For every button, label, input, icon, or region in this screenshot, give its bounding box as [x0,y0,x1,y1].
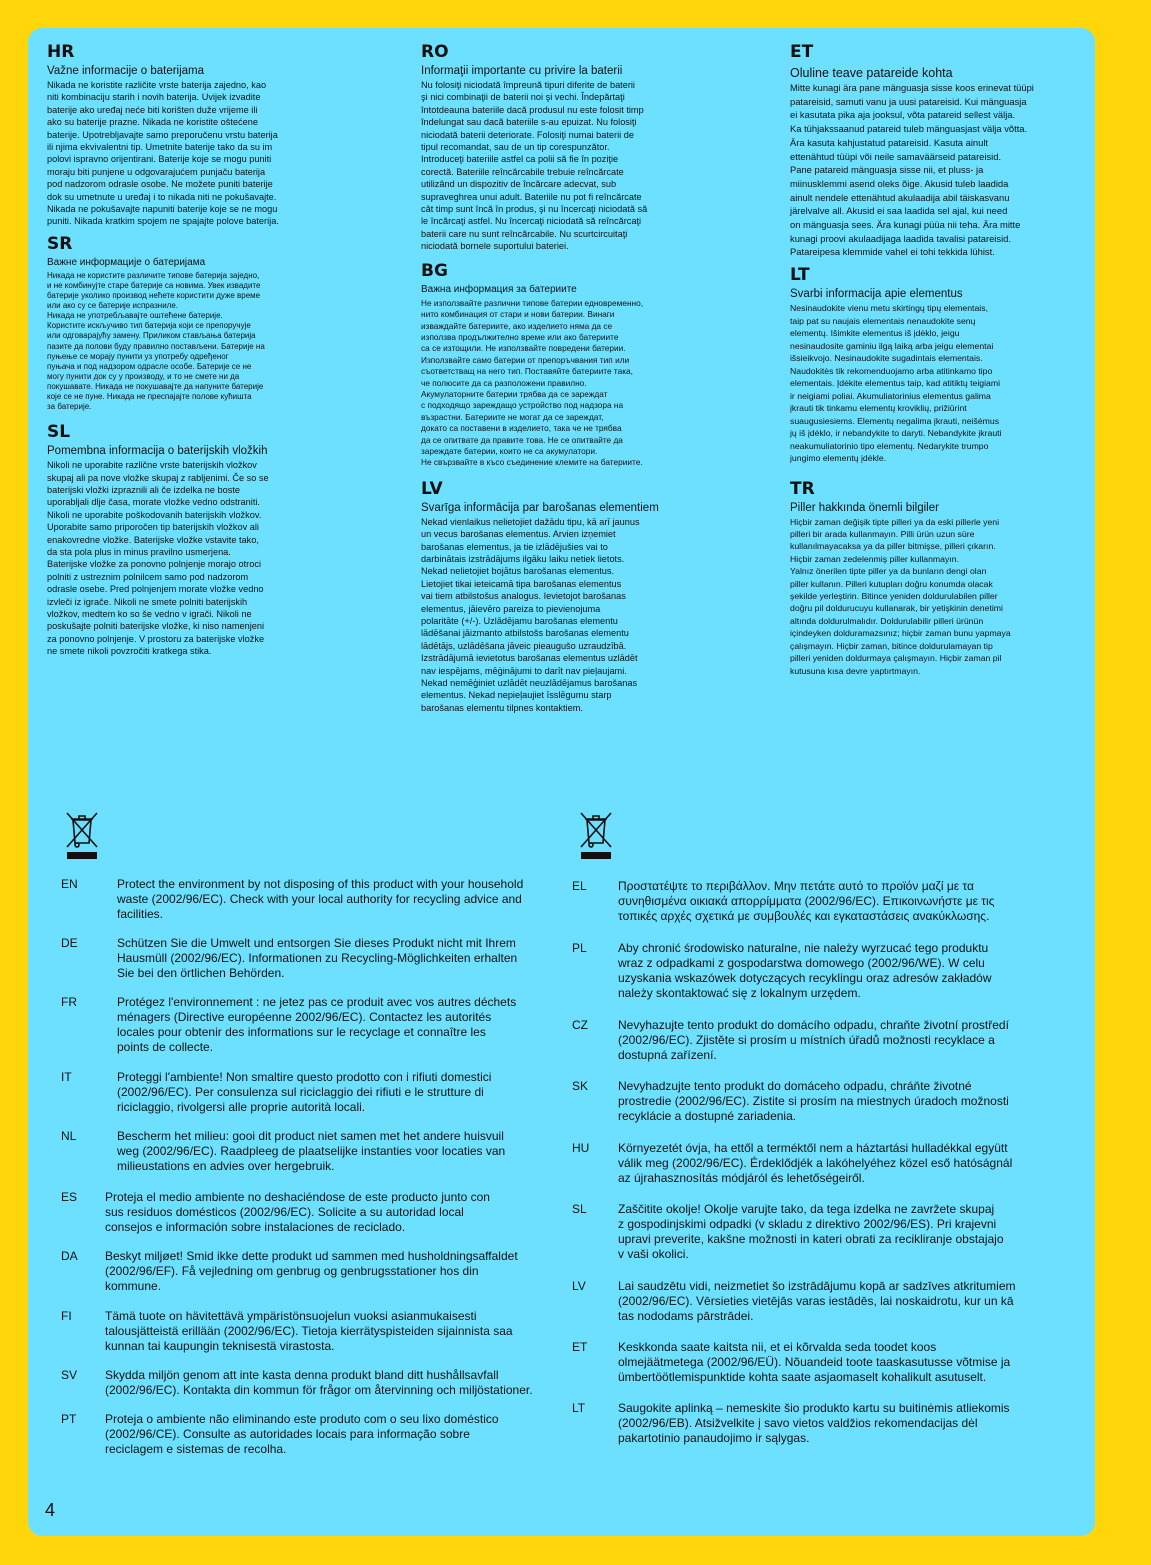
battery-section-ro [421,42,751,253]
weee-text: Skydda miljön genom att inte kasta denna produkt bland ditt hushållsavfall (2002/96/EC). Kontakta din kommun för frågor om återvinning och miljöstationer. [105,1368,533,1397]
weee-text: Protégez l'environnement : ne jetez pas ce produit avec vos autres déchets ménagers (Directive européenne 2002/96/EC). Contactez les autorités locales pour obtenir des informations sur le recyclage et connaître les points de collecte. [117,995,517,1054]
weee-item-es [61,1190,490,1235]
weee-text: Környezetét óvja, ha ettől a terméktől nem a háztartási hulladékkal együtt válik meg (2002/96/EC). Érdeklődjék a lakóhelyéhez közel eső hatóságnál az újrahasznosítás módjáról és lehetőségeiről. [618,1141,1013,1185]
language-code: SL [47,422,71,443]
crossed-bin-icon [64,810,100,860]
section-body: Hiçbir zaman değişik tipte pilleri ya da eski pillerle yeni pilleri bir arada kullanmayın. Pilli ürün uzun süre kullanılmayacaksa ya da piller bitmişse, pilleri çıkarın. Hiçbir zaman zedelenmiş piller kullanmayın. Yalnız önerilen tipte piller ya da bunların dengi olan piller kullanın. Pilleri kutupları doğru konumda olacak şekilde yerleştirin. Bitince yeniden doldurulabilen piller doğru pil doldurucuyu kullanarak, bir yetişkinin denetimi altında doldurulmalıdır. Doldurulabilir pilleri ürünün içindeyken dolduramazsınız; hiçbir zaman bunu yapmaya çalışmayın. Hiçbir zaman, bitince doldurulamayan tip pilleri yeniden doldurmaya çalışmayın. Hiçbir zaman pil kutusuna kısa devre yaptırtmayın. [790,516,1011,676]
language-code: BG [421,260,448,281]
language-code: ET [790,42,814,62]
section-title: Svarīga informācija par barošanas elementiem [421,501,659,514]
battery-section-tr [790,479,1080,677]
weee-item-sk [572,1079,1009,1124]
weee-text: Aby chronić środowisko naturalne, nie należy wyrzucać tego produktu wraz z odpadkami z gospodarstwa domowego (2002/96/WE). W celu uzyskania wskazówek dotyczących recyklingu oraz adresów zakładów należy skontaktować się z lokalnym urzędem. [618,941,992,1000]
crossed-bin-icon [578,810,614,860]
language-code: LT [572,1401,586,1415]
battery-section-bg [421,261,751,469]
language-code: PL [572,941,587,955]
weee-item-it [61,1070,491,1115]
weee-text: Tämä tuote on hävitettävä ympäristönsuojelun vuoksi asianmukaisesti talousjätteistä erillään (2002/96/EC). Tietoja kierrätyspisteiden sijainnista saa kunnan tai kaupungin teknisestä virastosta. [105,1309,513,1353]
section-title: Oluline teave patareide kohta [790,66,953,80]
battery-section-sl [47,422,367,658]
weee-text: Προστατέψτε το περιβάλλον. Μην πετάτε αυτό το προϊόν μαζί με τα συνηθισμένα οικιακά απορρίμματα (2002/96/EC). Επικοινωνήστε με τις τοπικές αρχές σχετικά με συμβουλές και εγκαταστάσεις ανακύκλωσης. [618,879,995,923]
weee-item-nl [61,1129,505,1174]
battery-section-hr [47,42,367,228]
language-code: SV [61,1368,78,1382]
weee-text: Nevyhadzujte tento produkt do domáceho odpadu, chráňte životné prostredie (2002/96/EC). Zistite si prosím na miestnych úradoch možnosti recyklácie a dostupné zariadenia. [618,1079,1009,1123]
language-code: TR [790,478,815,499]
weee-text: Proteja o ambiente não eliminando este produto com o seu lixo doméstico (2002/96/CE). Consulte as autoridades locais para informação sobre reciclagem e sistemas de recolha. [105,1412,499,1456]
language-code: LV [572,1279,586,1293]
battery-section-et [790,42,1080,259]
weee-item-en [61,877,523,922]
language-code: PT [61,1412,77,1426]
weee-text: Proteja el medio ambiente no deshaciéndose de este producto junto con sus residuos domésticos (2002/96/EC). Solicite a su autoridad local consejos e información sobre instalaciones de reciclado. [105,1190,490,1234]
weee-item-lv [572,1279,1016,1324]
language-code: HU [572,1141,590,1155]
section-body: Nikoli ne uporabite različne vrste baterijskih vložkov skupaj ali pa nove vložke skupaj z rabljenimi. Če so se baterijski vložki izpraznili ali če izdelka ne boste uporabljali dlje časa, morate vložke vedno odstraniti. Nikoli ne uporabite poškodovanih baterijskih vložkov. Uporabite samo priporočen tip baterijskih vložkov ali enakovredne vložke. Baterijske vložke vstavite tako, da sta pola plus in minus pravilno usmerjena. Baterijske vložke za ponovno polnjenje morajo otroci polniti z ustreznim polnilcem samo pod nadzorom odrasle osebe. Pred polnjenjem morate vložke vedno izvleči iz igrače. Nikoli ne smete polniti baterijskih vložkov, medtem ko so še vedno v igrači. Nikoli ne poskušajte polniti baterijske vložke, ki niso namenjeni za ponovno polnjenje. V prostoru za baterijske vložke ne smete nikoli povzročiti kratkega stika. [47,460,269,657]
battery-column-3 [790,42,1080,683]
section-title: Svarbi informacija apie elementus [790,288,963,301]
weee-item-de [61,936,517,981]
language-code: LV [421,478,443,499]
weee-item-sv [61,1368,533,1398]
weee-item-lt [572,1401,1010,1446]
section-body: Не използвайте различни типове батерии едновременно, нито комбинация от стари и нови батерии. Винаги изваждайте батериите, ако изделието няма да се използва продължително време или ако батериите са се изтощили. Не използвайте повредени батерии. Използвайте само батерии от препоръчвания тип или съответстващ на него тип. Поставяйте батериите така, че полюсите да са разположени правилно. Акумулаторните батерии трябва да се зареждат с подходящо зареждащо устройство под надзора на възрастни. Батериите не могат да се зареждат, докато са поставени в изделието, така че не трябва да се опитвате да правите това. Не се опитвайте да зареждате батерии, които не са акумулатори. Не свързвайте в късо съединение клемите на батериите. [421,297,644,468]
language-code: CZ [572,1018,588,1032]
language-code: RO [421,42,449,62]
section-body: Nekad vienlaikus nelietojiet dažādu tipu, kā arī jaunus un vecus barošanas elementus. Arvien izņemiet barošanas elementus, ja tie izlādējušies vai to darbinātais izstrādājums ilgāku laiku netiek lietots. Nekad nelietojiet bojātus barošanas elementus. Lietojiet tikai ieteicamā tipa barošanas elementus vai tiem atbilstošus analogus. Ievietojot barošanas elementus, jāievēro pareiza to pievienojuma polaritāte (+/-). Uzlādējamu barošanas elementu lādēšanai jāizmanto atbilstošs barošanas elementu lādētājs, uzlādēšana jāveic pieaugušo uzraudzībā. Izstrādājumā ievietotus barošanas elementus uzlādēt nav iespējams, mēģinājumi to darīt nav pieļaujami. Nekad nemēģiniet uzlādēt neuzlādējamus barošanas elementus. Nekad nepieļaujiet īsslēgumu starp barošanas elementu tilpnes kontaktiem. [421,516,640,713]
weee-item-et [572,1340,1010,1385]
weee-item-fr [61,995,516,1055]
language-code: LT [790,265,810,286]
language-code: DA [61,1249,78,1263]
battery-column-1 [47,42,367,664]
weee-item-cz [572,1018,1009,1063]
language-code: ES [61,1190,78,1204]
weee-item-el [572,879,994,924]
language-code: SK [572,1079,589,1093]
weee-item-da [61,1249,518,1294]
weee-text: Lai saudzētu vidi, neizmetiet šo izstrādājumu kopā ar sadzīves atkritumiem (2002/96/EC). Vērsieties vietējās varas iestādēs, lai noskaidrotu, kur un kā tas nododams pārstrādei. [618,1279,1016,1323]
battery-column-2 [421,42,751,720]
language-code: IT [61,1070,72,1084]
weee-text: Bescherm het milieu: gooi dit product niet samen met het andere huisvuil weg (2002/96/EC). Raadpleeg de plaatselijke instanties voor locaties van milieustations en advies over hergebruik. [117,1129,506,1173]
battery-section-lv [421,479,751,715]
weee-text: Protect the environment by not disposing of this product with your household waste (2002/96/EC). Check with your local authority for recycling advice and facilities. [117,877,524,921]
section-body: Nikada ne koristite različite vrste baterija zajedno, kao niti kombinaciju starih i novih baterija. Uvijek izvadite baterije ako uređaj neće biti korišten duže vrijeme ili ako su baterije prazne. Nikada ne koristite oštećene baterije. Upotrebljavajte samo preporučenu vrstu baterija ili njima ekvivalentni tip. Umetnite baterije tako da su im polovi ispravno orijentirani. Baterije koje se mogu puniti moraju biti punjene u odgovarajućem punjaču baterija pod nadzorom odrasle osobe. Ne možete puniti baterije dok su umetnute u uređaj i to nikada niti ne pokušavajte. Nikada ne pokušavajte napuniti baterije koje se ne mogu puniti. Nikada kratkim spojem ne spajajte polove baterija. [47,80,279,227]
weee-item-fi [61,1309,513,1354]
weee-item-sl [572,1202,1004,1262]
weee-item-pt [61,1412,499,1457]
language-code: DE [61,936,78,950]
section-title: Piller hakkında önemli bilgiler [790,501,939,514]
language-code: HR [47,42,75,62]
section-body: Mitte kunagi ära pane mänguasja sisse koos erinevat tüüpi patareisid, samuti vanu ja uusi patareisid. Kui mänguasja ei kasutata pika aja jooksul, võta patareid sellest välja. Ka tühjakssaanud patareid tuleb mänguasjast välja võtta. Ära kasuta kahjustatud patareisid. Kasuta ainult ettenähtud tüüpi või neile samaväärseid patareisid. Pane patareid mänguasja sisse nii, et pluss- ja miinusklemmi asend oleks õige. Akusid tuleb laadida ainult nendele ettenähtud akulaadija abil täiskasvanu järelvalve all. Akusid ei saa laadida sel ajal, kui need on mänguasja sees. Ära kunagi püüa nii teha. Ära mitte kunagi proovi akulaadijaga laadida tavalisi patareisid. Patareipesa klemmide vahel ei tohi tekkida lühist. [790,82,1034,258]
battery-section-lt [790,265,1080,465]
language-code: ET [572,1340,588,1354]
section-title: Informaţii importante cu privire la baterii [421,65,623,77]
weee-text: Beskyt miljøet! Smid ikke dette produkt ud sammen med husholdningsaffaldet (2002/96/EF). Få vejledning om genbrug og genbrugsstationer hos din kommune. [105,1249,518,1293]
section-body: Никада не користите различите типове батерија заједно, и не комбинујте старе батерије са новима. Увек извадите батерије уколико производ нећете користити дуже време или ако су се батерије испразниле. Никада не употребљавајте оштећене батерије. Користите искључиво тип батерија који се препоручује или одговарајућу замену. Приликом стављања батерија пазите да полови буду правилно постављени. Батерије на пуњење се морају пунити уз употребу одређеног пуњача и под надзором одрасле особе. Батерије се не могу пунити док су у производу, и то не смете ни да покушавате. Никада не покушавајте да напуните батерије које се не пуне. Никада не преспајајте полове кућишта за батерије. [47,270,265,412]
language-code: EN [61,877,78,891]
weee-text: Saugokite aplinką – nemeskite šio produkto kartu su buitinėmis atliekomis (2002/96/EB). Atsižvelkite į savo vietos valdžios rekomendacijas dėl pakartotinio panaudojimo ir sąlygas. [618,1401,1010,1445]
weee-item-hu [572,1141,1012,1186]
language-code: EL [572,879,587,893]
section-title: Важне информације о батеријама [47,256,206,268]
section-title: Važne informacije o baterijama [47,65,205,77]
language-code: NL [61,1129,77,1143]
weee-text: Nevyhazujte tento produkt do domácího odpadu, chraňte životní prostředí (2002/96/EC). Zjistěte si prosím u místních úřadů možnosti recyklace a dostupná zařízení. [618,1018,1009,1062]
battery-section-sr [47,234,367,412]
page-number: 4 [45,1500,56,1520]
language-code: SR [47,233,73,254]
weee-text: Zaščitite okolje! Okolje varujte tako, da tega izdelka ne zavržete skupaj z gospodinjskimi odpadki (v skladu z direktivo 2002/96/ES). Pri krajevni upravi preverite, kakšne možnosti in kateri obrati za recikliranje obstajajo v vaši okolici. [618,1202,1004,1261]
section-title: Pomembna informacija o baterijskih vložkih [47,445,268,458]
weee-item-pl [572,941,992,1001]
section-body: Nesinaudokite vienu metu skirtingų tipų elementais, taip pat su naujais elementais nenaudokite senų elementų. Išimkite elementus iš įdėklo, jeigu nesinaudosite gaminiu ilgą laiką arba jeigu elementai išsieikvojo. Nesinaudokite sugadintais elementais. Naudokitės tik rekomenduojamo arba atitinkamo tipo elementais. Įdėkite elementus taip, kad atitiktų teigiami ir neigiami poliai. Akumuliatorinius elementus galima įkrauti tik tinkamu elementų kroviklių, prižiūrint suaugusiesiems. Elementų negalima įkrauti, neišėmus jų iš įdėklo, ir nebandykite to daryti. Nebandykite įkrauti neakumuliatorinio tipo elementų. Nedarykite trumpo jungimo elementų įdėkle. [790,303,1002,464]
weee-text: Schützen Sie die Umwelt und entsorgen Sie dieses Produkt nicht mit Ihrem Hausmüll (2002/96/EC). Informationen zu Recycling-Möglichkeiten erhalten Sie bei den örtlichen Behörden. [117,936,518,980]
section-title: Важна информация за батериите [421,283,577,295]
language-code: SL [572,1202,587,1216]
language-code: FR [61,995,77,1009]
weee-text: Keskkonda saate kaitsta nii, et ei kõrvalda seda toodet koos olmejäätmetega (2002/96/EÜ). Nõuandeid toote taaskasutusse võtmise ja ümbertöötlemispunktide kohta saate asjaomaselt kohalikult asutuselt. [618,1340,1011,1384]
section-body: Nu folosiţi niciodată împreună tipuri diferite de baterii şi nici combinaţii de baterii noi şi vechi. Îndepărtaţi întotdeauna bateriile dacă produsul nu este folosit timp îndelungat sau dacă bateriile s-au epuizat. Nu folosiţi niciodată baterii deteriorate. Folosiţi numai baterii de tipul recomandat, sau de un tip corespunzător. Introduceţi bateriile astfel ca polii să fie în poziţie corectă. Bateriile reîncărcabile trebuie reîncărcate utilizând un dispozitiv de încărcare adecvat, sub supraveghrea unui adult. Bateriile nu pot fi reîncărcate cât timp sunt încă în produs, şi nu încercaţi niciodată să le încărcaţi astfel. Nu încercaţi niciodată să reîncărcaţi baterii care nu sunt reîncărcabile. Nu scurtcircuitaţi niciodată bornele suportului bateriei. [421,80,648,252]
language-code: FI [61,1309,72,1323]
weee-text: Proteggi l'ambiente! Non smaltire questo prodotto con i rifiuti domestici (2002/96/EC). Per consulenza sul riciclaggio dei rifiuti e le strutture di riciclaggio, rivolgersi alle proprie autorità locali. [117,1070,492,1114]
